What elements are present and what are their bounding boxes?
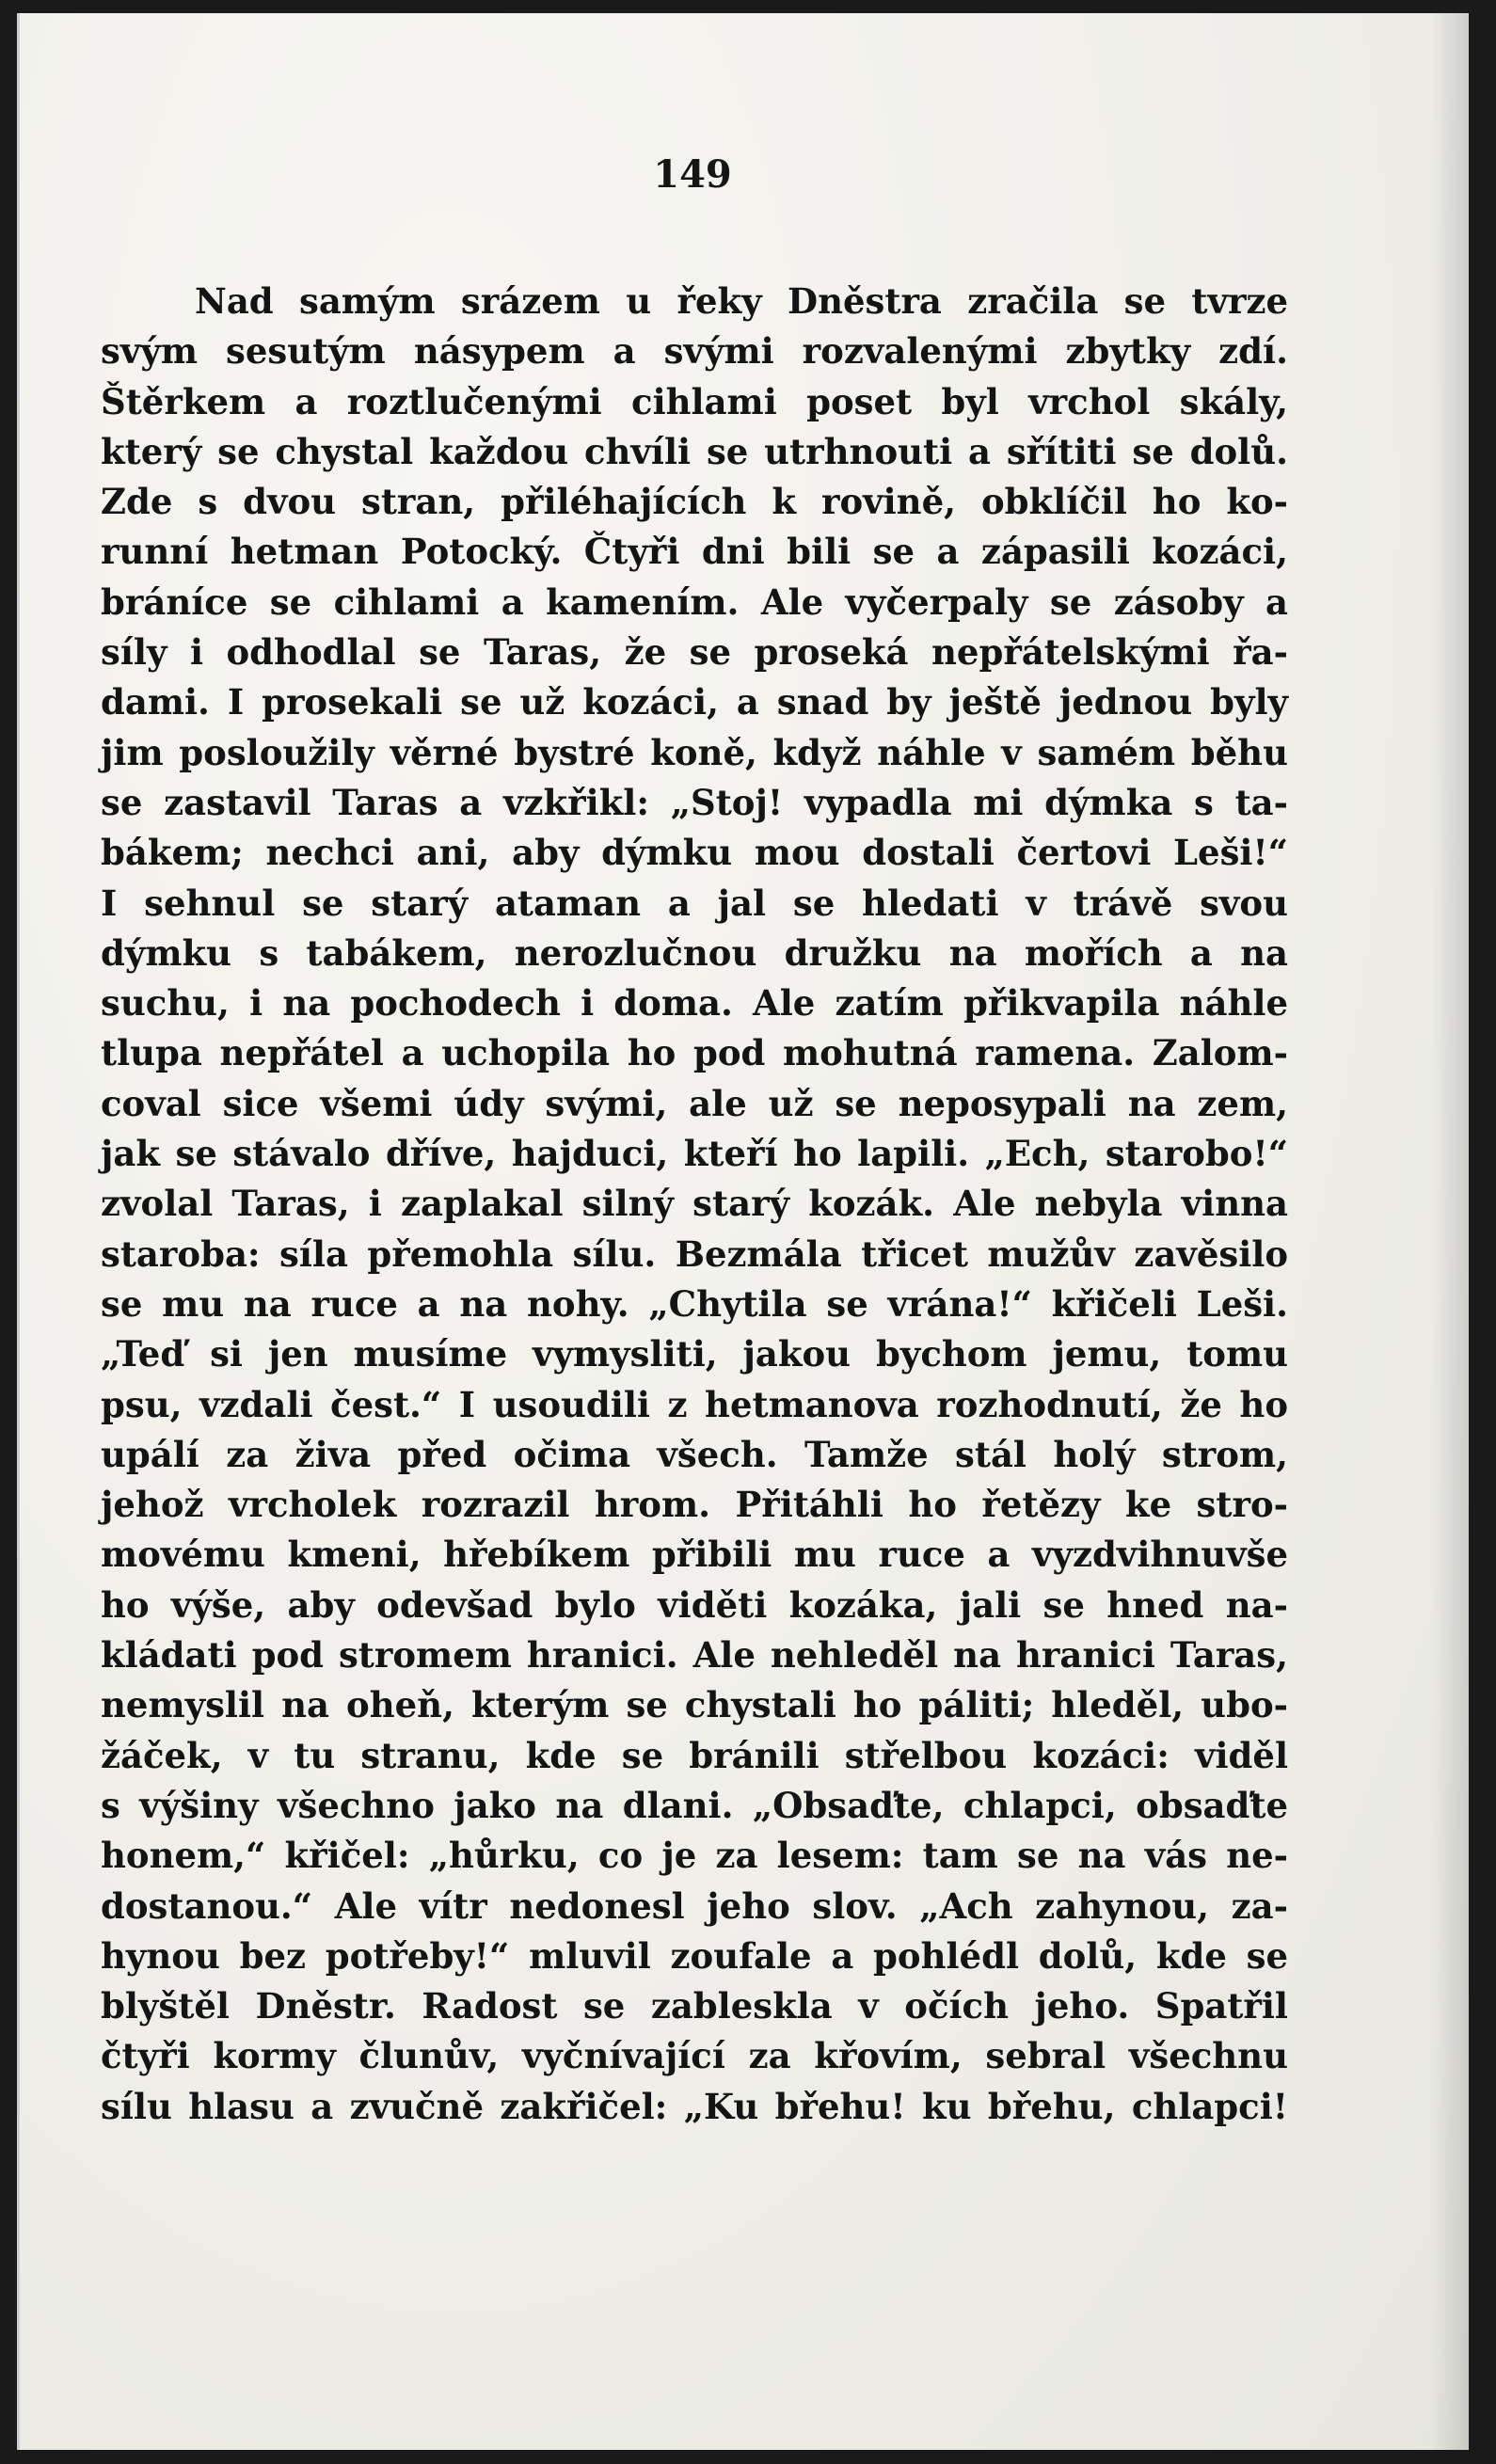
text-line: bákem; nechci ani, aby dýmku mou dostali čertovi Leši!“	[101, 832, 1288, 874]
page-edge-shadow	[1431, 13, 1469, 2450]
text-line: honem,“ křičel: „hůrku, co je za lesem: tam se na vás ne-	[101, 1835, 1288, 1877]
text-line: Štěrkem a roztlučenými cihlami poset byl vrchol skály,	[101, 380, 1288, 422]
text-line: ho výše, aby odevšad bylo viděti kozáka, jali se hned na-	[101, 1583, 1288, 1626]
text-line: zvolal Taras, i zaplakal silný starý kozák. Ale nebyla vinna	[101, 1183, 1288, 1225]
text-line: coval sice všemi údy svými, ale už se neposypali na zem,	[101, 1082, 1288, 1124]
text-line: tlupa nepřátel a uchopila ho pod mohutná ramena. Zalom-	[101, 1032, 1288, 1074]
text-line: hynou bez potřeby!“ mluvil zoufale a pohlédl dolů, kde se	[101, 1934, 1288, 1977]
text-line: suchu, i na pochodech i doma. Ale zatím přikvapila náhle	[101, 982, 1288, 1025]
text-line: I sehnul se starý ataman a jal se hledati v trávě svou	[101, 882, 1288, 924]
text-line: se mu na ruce a na nohy. „Chytila se vrána!“ křičeli Leši.	[101, 1282, 1288, 1325]
text-line: Nad samým srázem u řeky Dněstra zračila se tvrze	[195, 280, 1288, 322]
text-line: sílu hlasu a zvučně zakřičel: „Ku břehu! ku břehu, chlapci!	[101, 2085, 1288, 2127]
text-line: síly i odhodlal se Taras, že se proseká nepřátelskými řa-	[101, 631, 1288, 674]
text-line: jim posloužily věrné bystré koně, když náhle v samém běhu	[101, 731, 1288, 773]
text-line: bráníce se cihlami a kamením. Ale vyčerpaly se zásoby a	[101, 580, 1288, 623]
text-line: se zastavil Taras a vzkřikl: „Stoj! vypadla mi dýmka s ta-	[101, 781, 1288, 823]
text-line: žáček, v tu stranu, kde se bránili střelbou kozáci: viděl	[101, 1734, 1288, 1776]
text-line: staroba: síla přemohla sílu. Bezmála třicet mužův zavěsilo	[101, 1232, 1288, 1275]
text-line: upálí za živa před očima všech. Tamže stál holý strom,	[101, 1433, 1288, 1475]
text-line: runní hetman Potocký. Čtyři dni bili se a zápasili kozáci,	[101, 531, 1288, 573]
text-line: s výšiny všechno jako na dlani. „Obsaďte, chlapci, obsaďte	[101, 1784, 1288, 1826]
text-line: blyštěl Dněstr. Radost se zableskla v očích jeho. Spatřil	[101, 1985, 1288, 2027]
text-line: dostanou.“ Ale vítr nedonesl jeho slov. „Ach zahynou, za-	[101, 1884, 1288, 1927]
text-line: kládati pod stromem hranici. Ale nehleděl na hranici Taras,	[101, 1634, 1288, 1677]
text-line: čtyři kormy člunův, vyčnívající za křovím, sebral všechnu	[101, 2035, 1288, 2077]
page-number: 149	[653, 152, 732, 197]
text-line: psu, vzdali čest.“ I usoudili z hetmanova rozhodnutí, že ho	[101, 1383, 1288, 1425]
body-text	[101, 277, 1288, 2132]
book-page	[17, 13, 1469, 2450]
text-line: jehož vrcholek rozrazil hrom. Přitáhli ho řetězy ke stro-	[101, 1484, 1288, 1526]
text-line: který se chystal každou chvíli se utrhnouti a sřítiti se dolů.	[101, 430, 1288, 472]
text-line: svým sesutým násypem a svými rozvalenými zbytky zdí.	[101, 330, 1288, 373]
text-line: dami. I prosekali se už kozáci, a snad by ještě jednou byly	[101, 681, 1288, 723]
text-line: „Teď si jen musíme vymysliti, jakou bychom jemu, tomu	[101, 1333, 1288, 1375]
text-line: movému kmeni, hřebíkem přibili mu ruce a vyzdvihnuvše	[101, 1534, 1288, 1576]
text-line: nemyslil na oheň, kterým se chystali ho páliti; hleděl, ubo-	[101, 1684, 1288, 1726]
text-line: dýmku s tabákem, nerozlučnou družku na mořích a na	[101, 931, 1288, 974]
text-line: jak se stávalo dříve, hajduci, kteří ho lapili. „Ech, starobo!“	[101, 1133, 1288, 1175]
text-line: Zde s dvou stran, přiléhajících k rovině, obklíčil ho ko-	[101, 481, 1288, 523]
